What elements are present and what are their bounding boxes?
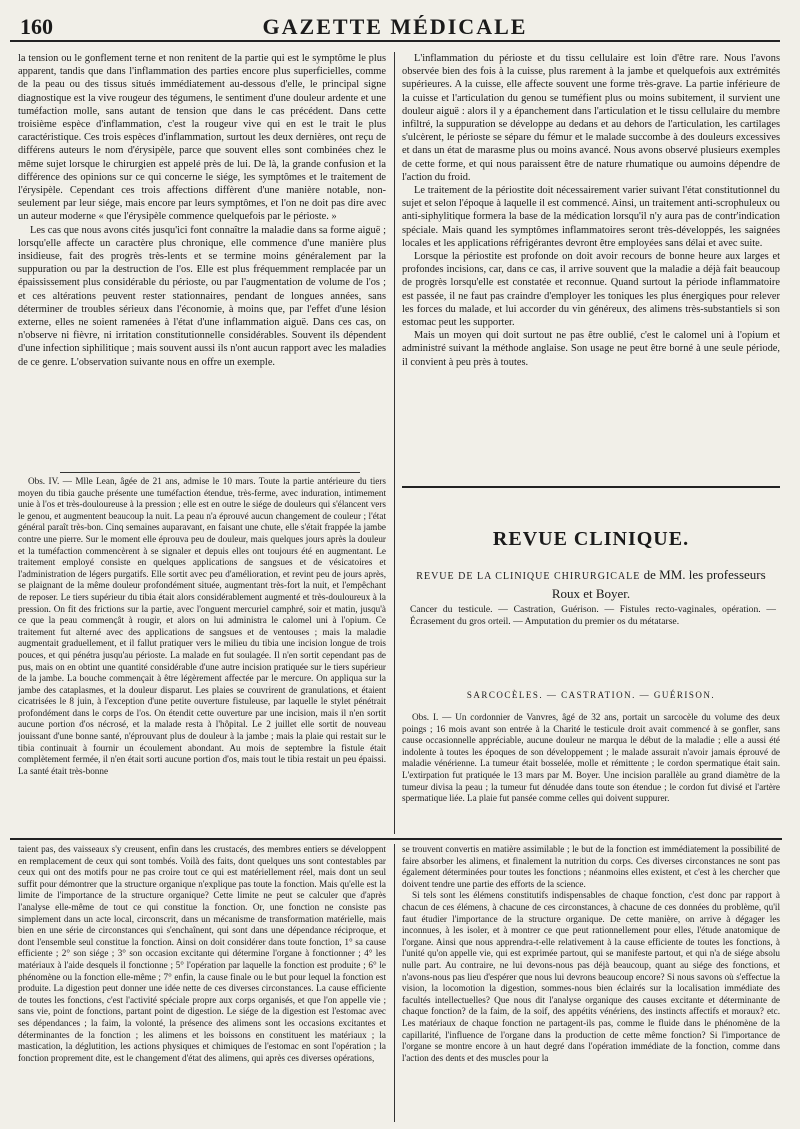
paragraph: Mais un moyen qui doit surtout ne pas être oublié, c'est le calomel uni à l'opium et administré suivant la méthode anglaise. Son usage ne peut être borné à une seule période, il convient à peu près à toutes. [402, 330, 780, 368]
paragraph: taient pas, des vaisseaux s'y creusent, enfin dans les crustacés, des membres entiers se développent en remplacement de ceux qui sont tombés. Voilà des faits, dont quelques uns sont contestables par ceux qui ont des motifs pour ne pas croire tout ce qui est matériellement réel, mais dont un seul suffit pour démontrer que la structure organique n'explique pas toute la fonction. Mais qu'elle est la limite de l'importance de la structure organique? Cette limite ne peut se calculer que d'après l'analyse elle-même de tout ce qui constitue la fonction. Or, une fonction ne consiste pas simplement dans un acte local, circonscrit, dans un mécanisme de transformation matérielle, mais bien en une série de circonstances qui s'enchaînent, qui sont dans une dépendance réciproque, et dont l'ensemble seul constitue la fonction. Ainsi on doit considérer dans toute fonction, 1° sa cause efficiente ; 2° son siége ; 3° son occasion excitante qui détermine l'organe à fonctionner ; 4° les matériaux à l'aide desquels il fonctionne ; 5° l'opération par laquelle la fonction est produite ; 6° le phénomène ou la fonction elle-même ; 7° enfin, la cause finale ou le but pour lequel la fonction est produite. La digestion peut donner une idée nette de ces diverses circonstances. La cause efficiente de toutes les fonctions, c'est l'activité spéciale propre aux corps organisés, et que l'on appelle vie ; sans vie, point de fonctions, partant point de digestion. Le siége de la digestion est l'estomac avec ses dépendances ; la faim, la volonté, la présence des alimens sont les occasions excitantes et déterminantes de la fonction ; les alimens et les boissons en constituent les matériaux ; la mastication, la déglutition, les actions physiques et chimiques de l'estomac en sont l'opération ; la fonction proprement dite, est le changement d'état des alimens, qui après ces diverses opérations, [18, 844, 386, 1063]
page-number: 160 [20, 14, 53, 39]
paragraph: Obs. IV. — Mlle Lean, âgée de 21 ans, admise le 10 mars. Toute la partie antérieure du tiers moyen du tibia gauche présente une tuméfaction étendue, très-ferme, avec induration, intimement unie à l'os et très-douloureuse à la pression ; elle est en outre le siége de douleurs qui s'élancent vers le genou, et augmentent beaucoup la nuit. La peau n'a éprouvé aucun changement de couleur ; l'état général paraît très-bon. Cinq semaines auparavant, en faisant une chute, elle s'était frappée la jambe contre une pierre. Sur le moment elle éprouva peu de douleur, mais quelques jours après la douleur et la tuméfaction commencèrent à se signaler et depuis elles ont toujours été en augmentant. Le traitement employé consiste en quelques applications de sangsues et de vésicatoires et l'administration de légers purgatifs. Elle sortit avec peu d'amélioration, et revint peu de jours après, se plaignant de la même douleur profondément située, augmentant très-fort la nuit, et l'empêchant de reposer. Le tiers supérieur du tibia était alors considérablement augmenté et très-douloureux à la pression. On fit des frictions sur la partie, avec l'onguent mercuriel camphré, soir et matin, jusqu'à ce que la peau commençât à rougir, et alors on lui administra le calomel uni à l'opium. Ce traitement fut alterné avec des applications de sangsues et de ventouses ; mais la maladie augmentait graduellement, et il fallut pratiquer vers le milieu du tibia une incision longue de trois pouces, et qui pénétra jusqu'au périoste. La malade en fut soulagée. Il n'en sortit cependant pas de pus, mais on en obtint une quantité considérable d'une autre incision pratiquée sur le tiers supérieur de la jambe. La bouche commençait à être légèrement affectée par le mercure. On appliqua sur la jambe des cataplasmes, et la douleur disparut. Les plaies se couvrirent de granulations, et étaient cicatrisées le 8 juin, à l'exception d'une petite ouverture fistuleuse, par laquelle le stylet pénétrait profondément dans le corps de l'os. On étendit cette ouverture par une incision, mais il n'en sortit aucune portion d'os nécrosé, et la malade resta à l'hôpital. Le 2 juillet elle sortit de nouveau jouissant d'une bonne santé, n'éprouvant plus de douleur à la jambe ; mais la plaie qui restait sur le tibia continuait à fournir un écoulement abondant. Au mois de septembre la fistule était complètement fermée, il n'en était sorti aucune portion d'os, mais tout le tibia restait un peu épaissi. La santé était très-bonne [18, 476, 386, 776]
paragraph: la tension ou le gonflement terne et non renitent de la partie qui est le symptôme le plus apparent, tandis que dans l'inflammation des parties encore plus superficielles, comme de la peau ou des tissus situés immédiatement au-dessous d'elle, le principal signe diagnostique est la vive rougeur des tégumens, le sentiment d'une douleur ardente et une tuméfaction molle, sans autant de tension que dans le cas précédent. Dans cette troisième espèce d'inflammation, c'est la rougeur vive qui en est le trait le plus caractéristique. Ces trois espèces d'inflammation, surtout les deux dernières, ont reçu de différens auteurs le nom d'érysipèle, parce que souvent elles sont combinées chez le même sujet lorsque le chirurgien est appelé près de lui. De là, la grande confusion et la différence des opinions sur ce qui concerne le siége, les symptômes et le traitement de l'érysipèle. Cependant ces trois affections diffèrent d'une manière notable, non-seulement par leur siége, mais encore par leurs symptômes, et l'on ne doit pas dire avec un auteur moderne « que l'érysipèle commence quelquefois par le périoste. » [18, 53, 386, 223]
masthead-title: GAZETTE MÉDICALE [262, 14, 528, 39]
section-subtitle [402, 566, 780, 602]
section-title: REVUE CLINIQUE. [492, 528, 690, 550]
left-column-text [18, 52, 386, 468]
paragraph: Obs. I. — Un cordonnier de Vanvres, âgé de 32 ans, portait un sarcocèle du volume des deux poings ; 16 mois avant son entrée à la Charité le testicule droit avait commencé à se gonfler, sans cause occasionnelle appréciable, aucune douleur ne marqua le début de la maladie ; elle a aussi été indolente à toutes les époques de son développement ; le malade assurait n'avoir jamais éprouvé de maladie vénérienne. La tumeur était bosselée, molle et rémittente ; le cordon spermatique était sain. L'extirpation fut pratiquée le 13 mars par M. Boyer. Une incision parallèle au grand diamètre de la tumeur divisa la peau ; la tumeur fut dénudée dans toute son étendue ; le cordon fut divisé et l'artère spermatique liée. La plaie fut pansée comme celles qui doivent suppurer. [402, 712, 780, 804]
subtitle-tail: de MM. les professeurs Roux et Boyer. [551, 567, 766, 601]
bottom-column-divider [394, 844, 395, 1122]
separator-rule [60, 472, 360, 473]
subtitle-caps: REVUE DE LA CLINIQUE CHIRURGICALE [416, 571, 641, 582]
case-heading: SARCOCÈLES. — CASTRATION. — GUÉRISON. [466, 690, 716, 700]
section-rule [402, 486, 780, 488]
observation-text [18, 476, 386, 828]
right-column-text [402, 52, 780, 468]
paragraph: Les cas que nous avons cités jusqu'ici font connaître la maladie dans sa forme aiguë ; lorsqu'elle affecte un caractère plus chronique, elle commence d'une manière plus insidieuse, fait des progrès très-lents et se termine moins généralement par la suppuration ou par la destruction de l'os. Elle est plus fréquemment remplacée par un épaississement plus considérable du périoste, ou par l'augmentation de volume de l'os ; et ces altérations peuvent rester stationnaires, pendant de longues années, sans déterminer de troubles sérieux dans l'économie, à moins que, par l'effet d'une lésion externe, elles ne soient ramenées à l'état d'une inflammation aiguë. Dans ces cas, on n'observe ni fièvre, ni irritation constitutionnelle considérables. Souvent ils dépendent d'une infection siphilitique ; mais souvent aussi ils n'ont aucun rapport avec les maladies de ce genre. L'observation suivante nous en offre un exemple. [18, 224, 386, 368]
bottom-right-column-text [402, 844, 780, 1122]
paragraph: se trouvent convertis en matière assimilable ; le but de la fonction est immédiatement la possibilité de faire absorber les alimens, et finalement la nutrition du corps. Ces diverses circonstances ne sont pas également déterminées pour toutes les fonctions ; néanmoins elles existent, et c'est à les chercher que doivent tendre une partie des efforts de la science. [402, 844, 780, 889]
paragraph: Lorsque la périostite est profonde on doit avoir recours de bonne heure aux larges et profondes incisions, car, dans ce cas, il arrive souvent que la maladie a déjà fait beaucoup de progrès lorsqu'elle est constatée et reconnue. Quand surtout la période inflammatoire est passée, il ne faut pas craindre d'employer les toniques les plus énergiques pour relever les forces du malade, et lui accorder du vin généreux, des alimens très-substantiels si son estomac peut les supporter. [402, 251, 780, 329]
bottom-left-column-text [18, 844, 386, 1122]
paragraph: Le traitement de la périostite doit nécessairement varier suivant l'état constitutionnel du sujet et selon l'époque à laquelle il est commencé. Ainsi, un traitement anti-scrophuleux ou anti-siphylitique formera la base de la médication lorsqu'il n'y aura pas de contr'indication spéciale. Mais quand les symptômes inflammatoires seront très-développés, les saignées locales et les applications réfrigérantes devront être employées sans délai et avec suite. [402, 185, 780, 249]
paragraph: L'inflammation du périoste et du tissu cellulaire est loin d'être rare. Nous l'avons observée bien des fois à la cuisse, plus rarement à la jambe et quelquefois aux extrémités supérieures. A la cuisse, elle affecte souvent une forme très-grave. La partie inférieure de la cuisse et l'articulation du genou se tuméfient plus ou moins subitement, il survient une douleur aiguë : alors il y a épanchement dans l'articulation et le tissu cellulaire du membre infiltré, la suppuration se développe au dedans et au dehors de l'articulation, les cartilages s'ulcèrent, le périoste se sépare du fémur et le malade succombe à des douleurs excessives et dans un état de marasme plus ou moins avancé. Nous avons observé plusieurs exemples de cette forme, et qui nous paraissent être de nature rhumatique ou aumoins dépendre de l'action du froid. [402, 53, 780, 183]
paragraph: Si tels sont les élémens constitutifs indispensables de chaque fonction, c'est donc par rapport à chacun de ces élémens, à chacune de ces circonstances, à chacune de ces données du problème, qu'il faut étudier l'importance de la structure organique. De cette manière, on arrive à dégager les inconnues, à les isoler, et à montrer ce que peut rationnellement pour elles, l'étude anatomique de l'organe. Ainsi que nous apprendra-t-elle relativement à la cause efficiente de toutes les fonctions, à l'unité qu'on appelle vie, qui est exprimée partout, qui se manifeste partout, et qui n'a de siége absolu nulle part. Au contraire, ne lui devons-nous pas déjà beaucoup, quant au siége des fonctions, et n'avons-nous pas lieu d'espérer que nous lui devrons beaucoup encore? Si nous savons où s'effectue la vision, la locomotion la digestion, sommes-nous bien éclairés sur la localisation immédiate des facultés intellectuelles? Que nous dit l'analyse organique des causes excitante et déterminante de chaque fonction? de la faim, de la soif, des appétits vénériens, des instincts affectifs et moraux? etc. Les matériaux de chaque fonction ne partagent-ils pas, comme le fluide dans le phénomène de la capillarité, l'influence de l'organe dans la production de cette même fonction? Si l'importance de l'organe se montre encore à un haut degré dans l'opération immédiate de la fonction, comme dans l'action des dents et des muscles pour la [402, 890, 780, 1063]
case-summary: Cancer du testicule. — Castration, Guérison. — Fistules recto-vaginales, opération. — Écrasement du gros orteil. — Amputation du premier os du métatarse. [410, 604, 776, 628]
page-header [10, 14, 780, 42]
case-observation [402, 712, 780, 830]
column-divider [394, 52, 395, 834]
bottom-section-rule [10, 838, 782, 840]
